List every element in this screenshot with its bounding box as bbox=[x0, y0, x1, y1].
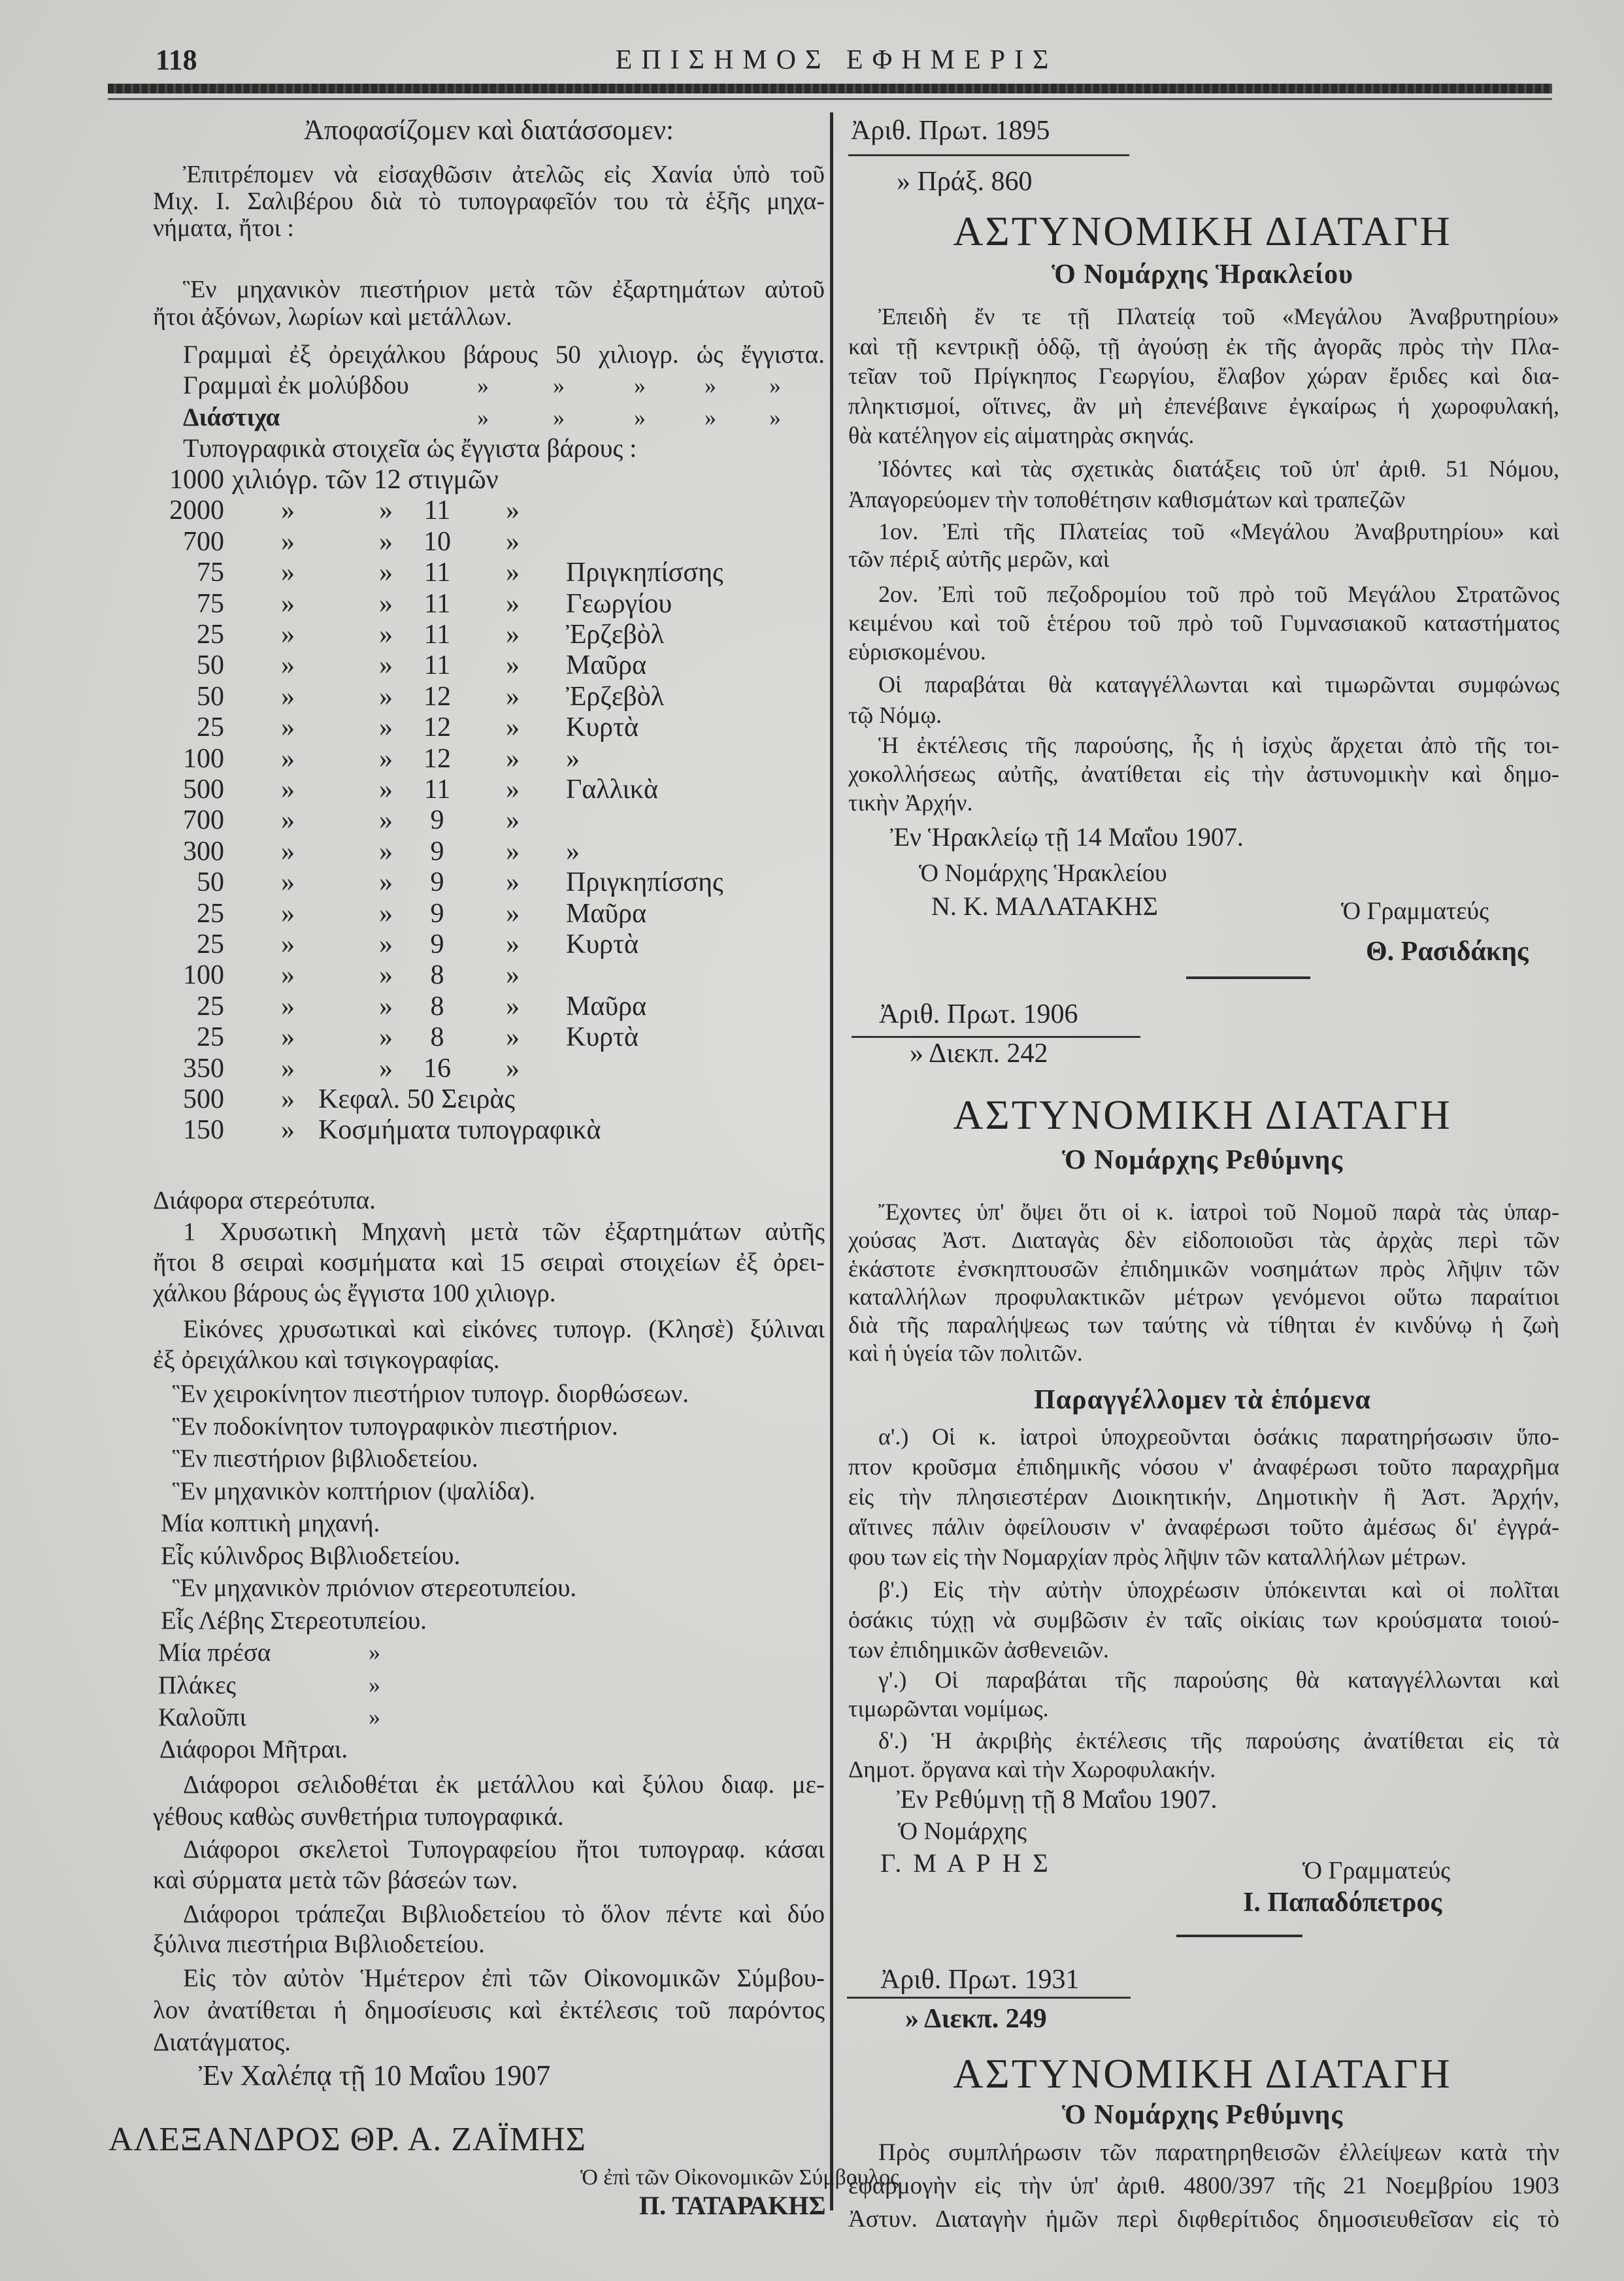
table-row bbox=[153, 1022, 825, 1053]
desc-cell: χιλιόγρ. τῶν 12 στιγμῶν bbox=[232, 465, 499, 495]
ditto-mark: » bbox=[379, 743, 393, 774]
ditto-mark: » bbox=[281, 805, 295, 836]
text-line: τῷ Νόμῳ. bbox=[848, 702, 942, 728]
order-issuer: Ὁ Νομάρχης Ρεθύμνης bbox=[1061, 1145, 1344, 1175]
size-cell: 10 bbox=[423, 526, 451, 557]
section-separator bbox=[1186, 976, 1310, 979]
typeface-cell: Μαῦρα bbox=[566, 898, 647, 929]
text-line: κειμένου καὶ τοῦ ἑτέρου τοῦ πρὸ τοῦ Γυμνασιακοῦ καταστήματος bbox=[848, 610, 1559, 636]
table-row bbox=[153, 712, 825, 743]
paragraph bbox=[848, 518, 1559, 573]
prefect-title: Ὁ Νομάρχης bbox=[898, 1818, 1027, 1845]
dispatch-number: » Διεκπ. 242 bbox=[910, 1039, 1048, 1069]
table-row bbox=[153, 991, 825, 1022]
ditto-mark: » bbox=[704, 405, 716, 431]
list-item: Ἓν πιεστήριον βιβλιοδετείου. bbox=[173, 1444, 478, 1473]
stereotypes-line: Διάφορα στερεότυπα. bbox=[153, 1186, 376, 1214]
text-line: α'.) Οἱ κ. ἰατροὶ ὑποχρεοῦνται ὁσάκις παρατηρήσωσιν ὕπο- bbox=[878, 1424, 1559, 1450]
typeface-cell: Πριγκηπίσσης bbox=[566, 558, 723, 588]
ditto-mark: » bbox=[506, 836, 520, 867]
qty-cell: 25 bbox=[197, 898, 224, 929]
text-line: δ'.) Ἡ ἀκριβὴς ἐκτέλεσις τῆς παρούσης ἀνατίθεται εἰς τὰ bbox=[878, 1727, 1559, 1754]
ditto-mark: » bbox=[281, 681, 295, 712]
protocol-number: Ἀριθ. Πρωτ. 1895 bbox=[851, 116, 1050, 146]
typeface-cell: Πριγκηπίσσης bbox=[566, 867, 723, 898]
table-row bbox=[153, 558, 825, 588]
text-line: καὶ ἡ ὑγεία τῶν πολιτῶν. bbox=[848, 1340, 1083, 1367]
text-line: ἐφαρμογὴν εἰς τὴν ὑπ' ἀριθ. 4800/397 τῆς 21 Νοεμβρίου 1903 bbox=[848, 2173, 1559, 2199]
prefect-name: Ν. Κ. ΜΑΛΑΤΑΚΗΣ bbox=[931, 891, 1158, 921]
ditto-mark: » bbox=[281, 867, 295, 898]
text-line: Δημοτ. ὄργανα καὶ τὴν Χωροφυλακήν. bbox=[848, 1756, 1216, 1782]
typeface-cell: Μαῦρα bbox=[566, 991, 647, 1022]
ditto-mark: » bbox=[379, 526, 393, 557]
item-label: Καλοῦπι bbox=[158, 1703, 247, 1731]
table-row bbox=[153, 650, 825, 681]
ditto-mark: » bbox=[379, 836, 393, 867]
qty-cell: 700 bbox=[183, 805, 224, 836]
ditto-mark: » bbox=[506, 712, 520, 743]
secretary-name: Ι. Παπαδόπετρος bbox=[1243, 1888, 1442, 1918]
ditto-mark: » bbox=[506, 620, 520, 650]
ditto-mark: » bbox=[379, 1053, 393, 1084]
ditto-mark: » bbox=[281, 712, 295, 743]
size-cell: 16 bbox=[423, 1053, 451, 1084]
text-line: εὑρισκομένου. bbox=[848, 639, 986, 665]
ditto-mark: » bbox=[379, 898, 393, 929]
ditto-mark: » bbox=[553, 405, 565, 431]
ditto-mark: » bbox=[281, 588, 295, 619]
ditto-mark: » bbox=[281, 991, 295, 1022]
qty-cell: 50 bbox=[197, 867, 224, 898]
counsel-title: Ὁ ἐπὶ τῶν Οἰκονομικῶν Σύμβουλος bbox=[580, 2165, 899, 2189]
ditto-mark: » bbox=[281, 620, 295, 650]
paragraph bbox=[153, 1769, 825, 1833]
text-line: τεῖαν τοῦ Πρίγκηπος Γεωργίου, ἔλαβον χώραν ἔριδες καὶ δια- bbox=[848, 363, 1559, 389]
size-cell: 12 bbox=[423, 743, 451, 774]
table-row bbox=[153, 1054, 825, 1084]
paragraph bbox=[153, 1962, 825, 2058]
text-line: Ἡ ἐκτέλεσις τῆς παρούσης, ἧς ἡ ἰσχὺς ἄρχεται ἀπὸ τῆς τοι- bbox=[878, 732, 1559, 758]
ditto-mark: » bbox=[369, 1639, 380, 1665]
ditto-mark: » bbox=[379, 588, 393, 619]
typeface-cell: » bbox=[566, 743, 580, 774]
ditto-mark: » bbox=[281, 898, 295, 929]
ditto-mark: » bbox=[553, 373, 565, 399]
ditto-mark: » bbox=[769, 405, 781, 431]
text-line: τῶν πέριξ αὐτῆς μερῶν, καὶ bbox=[848, 546, 1110, 572]
table-row bbox=[153, 805, 825, 836]
masthead: ΕΠΙΣΗΜΟΣ ΕΦΗΜΕΡΙΣ bbox=[615, 45, 1058, 75]
ditto-mark: » bbox=[506, 650, 520, 681]
protocol-number: Ἀριθ. Πρωτ. 1931 bbox=[880, 1965, 1080, 1995]
ditto-mark: » bbox=[281, 558, 295, 588]
qty-cell: 2000 bbox=[169, 495, 224, 526]
qty-cell: 300 bbox=[183, 836, 224, 867]
text-line: Μιχ. Ι. Σαλιβέρου διὰ τὸ τυπογραφεῖόν του τὰ ἑξῆς μηχα- bbox=[153, 188, 825, 215]
size-cell: 8 bbox=[430, 991, 444, 1022]
text-line: χάλκου βάρους ὡς ἔγγιστα 100 χιλιογρ. bbox=[153, 1279, 556, 1307]
typeface-cell: Ἐρζεβὸλ bbox=[566, 681, 665, 712]
text-line: καταλλήλων προφυλακτικῶν μέτρων γενόμενοι οὕτω παραίτιοι bbox=[848, 1283, 1559, 1310]
table-row bbox=[153, 620, 825, 650]
ditto-mark: » bbox=[379, 712, 393, 743]
qty-cell: 50 bbox=[197, 681, 224, 712]
text-line: ὁσάκις τύχῃ νὰ συμβῶσιν ἐν ταῖς οἰκίαις των κρούσματα τοιού- bbox=[848, 1607, 1559, 1633]
text-line: λον ἀνατίθεται ἡ δημοσίευσις καὶ ἐκτέλεσις τοῦ παρόντος bbox=[153, 1996, 825, 2024]
item-label: Πλάκες bbox=[158, 1671, 236, 1699]
size-cell: 9 bbox=[430, 805, 444, 836]
text-line: ξύλινα πιεστήρια Βιβλιοδετείου. bbox=[153, 1930, 485, 1958]
item-label: Μία πρέσα bbox=[158, 1639, 271, 1667]
ditto-mark: » bbox=[379, 620, 393, 650]
text-line: Ἀπαγορεύομεν τὴν τοποθέτησιν καθισμάτων καὶ τραπεζῶν bbox=[848, 486, 1406, 512]
qty-cell: 1000 bbox=[169, 465, 224, 495]
size-cell: 8 bbox=[430, 1022, 444, 1053]
item-label: Διάστιχα bbox=[183, 403, 280, 431]
text-line: ἤτοι 8 σειραὶ κοσμήματα καὶ 15 σειραὶ στοιχείων ἐξ ὀρει- bbox=[153, 1248, 825, 1276]
qty-cell: 75 bbox=[197, 588, 224, 619]
qty-cell: 100 bbox=[183, 743, 224, 774]
table-row bbox=[153, 527, 825, 558]
qty-cell: 75 bbox=[197, 558, 224, 588]
prefect-title: Ὁ Νομάρχης Ἡρακλείου bbox=[919, 859, 1167, 887]
table-row bbox=[153, 867, 825, 898]
ditto-mark: » bbox=[379, 805, 393, 836]
text-line: 1 Χρυσωτικὴ Μηχανὴ μετὰ τῶν ἐξαρτημάτων αὐτῆς bbox=[183, 1218, 825, 1246]
desc-cell: Κοσμήματα τυπογραφικὰ bbox=[318, 1115, 601, 1146]
typeface-cell: Γαλλικὰ bbox=[566, 774, 658, 805]
paragraph bbox=[153, 276, 825, 331]
ditto-mark: » bbox=[281, 929, 295, 959]
text-line: νήματα, ἤτοι : bbox=[153, 214, 294, 242]
ditto-mark: » bbox=[369, 1671, 380, 1698]
text-line: καὶ σύρματα μετὰ τῶν βάσεών των. bbox=[153, 1866, 518, 1894]
list-item: Μία κοπτικὴ μηχανή. bbox=[161, 1509, 380, 1537]
action-number: » Πράξ. 860 bbox=[897, 167, 1033, 197]
text-line: Ἐπιτρέπομεν νὰ εἰσαχθῶσιν ἀτελῶς εἰς Χανία ὑπὸ τοῦ bbox=[183, 161, 825, 188]
item-label: Γραμμαὶ ἐκ μολύβδου bbox=[183, 371, 409, 399]
text-line: γ'.) Οἱ παραβάται τῆς παρούσης θὰ καταγγέλλωνται καὶ bbox=[878, 1667, 1559, 1693]
order-date: Ἐν Ἡρακλείῳ τῇ 14 Μαΐου 1907. bbox=[890, 822, 1244, 852]
orders-heading: Παραγγέλλομεν τὰ ἑπόμενα bbox=[1034, 1385, 1371, 1415]
size-cell: 11 bbox=[423, 558, 451, 588]
clause-c bbox=[848, 1665, 1559, 1723]
text-line: ἑκάστοτε ἐνσκηπτουσῶν ἐπιδημικῶν νοσημάτων πρὸς λῆψιν τῶν bbox=[848, 1255, 1559, 1282]
size-cell: 11 bbox=[423, 495, 451, 526]
size-cell: 9 bbox=[430, 836, 444, 867]
text-line: πτον κροῦσμα ἐπιδημικῆς νόσου ν' ἀναφέρωσι τοῦτο παραχρῆμα bbox=[848, 1454, 1559, 1480]
ditto-items bbox=[153, 1637, 825, 1734]
typeface-cell: Κυρτὰ bbox=[566, 1022, 638, 1053]
secretary-name: Θ. Ρασιδάκης bbox=[1366, 937, 1529, 967]
item-lead-lines bbox=[153, 371, 825, 401]
table-row bbox=[153, 1084, 825, 1115]
table-row bbox=[153, 682, 825, 712]
header-rule bbox=[108, 84, 1552, 93]
section-separator bbox=[1176, 1935, 1302, 1937]
ditto-mark: » bbox=[379, 867, 393, 898]
header-rule-thin bbox=[108, 98, 1552, 100]
ditto-mark: » bbox=[369, 1704, 380, 1730]
text-line: Διάφοροι σελιδοθέται ἐκ μετάλλου καὶ ξύλου διαφ. με- bbox=[183, 1771, 825, 1799]
qty-cell: 25 bbox=[197, 929, 224, 959]
text-line: 1ον. Ἐπὶ τῆς Πλατείας τοῦ «Μεγάλου Ἀναβρυτηρίου» καὶ bbox=[878, 518, 1559, 544]
paragraph bbox=[848, 2136, 1559, 2236]
text-line: ἐξ ὀρειχάλκου καὶ τσιγκογραφίας. bbox=[153, 1346, 500, 1374]
paragraph bbox=[848, 669, 1559, 731]
qty-cell: 25 bbox=[197, 712, 224, 743]
paragraph bbox=[848, 1198, 1559, 1368]
signer-name: ΑΛΕΞΑΝΔΡΟΣ ΘΡ. Α. ΖΑΪΜΗΣ bbox=[108, 2121, 586, 2158]
qty-cell: 350 bbox=[183, 1053, 224, 1084]
protocol-underline bbox=[848, 154, 1129, 156]
secretary-title: Ὁ Γραμματεύς bbox=[1341, 897, 1489, 925]
qty-cell: 500 bbox=[183, 1084, 224, 1114]
text-line: Διατάγματος. bbox=[153, 2028, 291, 2056]
ditto-mark: » bbox=[506, 991, 520, 1022]
order-issuer: Ὁ Νομάρχης Ἡρακλείου bbox=[1052, 259, 1353, 290]
text-line: Ἐπειδὴ ἔν τε τῇ Πλατείᾳ τοῦ «Μεγάλου Ἀναβρυτηρίου» bbox=[878, 303, 1559, 329]
item-brass-lines bbox=[153, 340, 825, 370]
text-line: τικὴν Ἀρχήν. bbox=[848, 790, 973, 816]
size-cell: 11 bbox=[423, 774, 451, 805]
text-line: καὶ τῇ κεντρικῇ ὁδῷ, τῇ ἀγούσῃ ἐκ τῆς ἀγορᾶς πρὸς τὴν Πλα- bbox=[848, 333, 1559, 359]
list-item: Ἓν μηχανικὸν πριόνιον στερεοτυπείου. bbox=[173, 1574, 577, 1602]
ditto-mark: » bbox=[634, 405, 646, 431]
order-title: ΑΣΤΥΝΟΜΙΚΗ ΔΙΑΤΑΓΗ bbox=[953, 208, 1452, 254]
decree-heading: Ἀποφασίζομεν καὶ διατάσσομεν: bbox=[303, 115, 674, 146]
typeface-cell: Μαῦρα bbox=[566, 650, 647, 681]
ditto-mark: » bbox=[506, 774, 520, 805]
desc-cell: Κεφαλ. 50 Σειρὰς bbox=[318, 1084, 516, 1114]
size-cell: 11 bbox=[423, 650, 451, 681]
paragraph bbox=[848, 302, 1559, 451]
text-line: χούσας Ἀστ. Διαταγὰς δὲν εἰδοποιοῦσι τὰς ἀρχὰς περὶ τῶν bbox=[848, 1227, 1559, 1254]
ditto-mark: » bbox=[379, 495, 393, 526]
order-title: ΑΣΤΥΝΟΜΙΚΗ ΔΙΑΤΑΓΗ bbox=[953, 1091, 1452, 1138]
protocol-underline bbox=[847, 1997, 1131, 1999]
text-line: Εἰς τὸν αὐτὸν Ἡμέτερον ἐπὶ τῶν Οἰκονομικῶν Σύμβου- bbox=[183, 1964, 825, 1992]
list-item bbox=[153, 1669, 825, 1702]
paragraph bbox=[153, 1834, 825, 1895]
ditto-mark: » bbox=[506, 1022, 520, 1053]
qty-cell: 50 bbox=[197, 650, 224, 681]
text-line: Ἀστυν. Διαταγὴν ἡμῶν περὶ διφθερίτιδος δημοσιευθεῖσαν εἰς τὸ bbox=[848, 2206, 1559, 2233]
ditto-mark: » bbox=[634, 373, 646, 399]
prefect-name: Γ. Μ Α Ρ Η Σ bbox=[880, 1848, 1051, 1878]
table-row bbox=[153, 837, 825, 867]
text-line: πληκτισμοί, οἵτινες, ἂν μὴ ἐπενέβαινε ἐγκαίρως ἡ χωροφυλακή, bbox=[848, 392, 1559, 419]
ditto-mark: » bbox=[281, 774, 295, 805]
text-line: Διάφοροι σκελετοὶ Τυπογραφείου ἤτοι τυπογραφ. κάσαι bbox=[183, 1835, 825, 1863]
ditto-mark: » bbox=[506, 1053, 520, 1084]
table-row bbox=[153, 744, 825, 774]
typeface-cell: » bbox=[566, 836, 580, 867]
table-row bbox=[153, 774, 825, 805]
ditto-mark: » bbox=[281, 836, 295, 867]
list-item bbox=[153, 1637, 825, 1669]
ditto-mark: » bbox=[506, 495, 520, 526]
qty-cell: 25 bbox=[197, 991, 224, 1022]
typeface-cell: Ἐρζεβὸλ bbox=[566, 620, 665, 650]
qty-cell: 150 bbox=[183, 1115, 224, 1146]
ditto-mark: » bbox=[379, 991, 393, 1022]
ditto-mark: » bbox=[281, 1084, 295, 1114]
ditto-mark: » bbox=[506, 588, 520, 619]
clause-a bbox=[848, 1422, 1559, 1572]
text-line: αἵτινες πάλιν ὀφείλουσιν ν' ἀναφέρωσι τοῦτο ἀμέσως δι' ἐγγρά- bbox=[848, 1514, 1559, 1540]
text-line: γέθους καθὼς συνθετήρια τυπογραφικά. bbox=[153, 1803, 564, 1831]
list-item: Ἓν χειροκίνητον πιεστήριον τυπογρ. διορθώσεων. bbox=[173, 1380, 689, 1408]
table-row bbox=[153, 465, 825, 495]
ditto-mark: » bbox=[379, 681, 393, 712]
ditto-mark: » bbox=[506, 526, 520, 557]
size-cell: 11 bbox=[423, 620, 451, 650]
counsel-name: Π. ΤΑΤΑΡΑΚΗΣ bbox=[639, 2191, 826, 2220]
size-cell: 9 bbox=[430, 929, 444, 959]
paragraph bbox=[153, 1899, 825, 1959]
text-line: Ἰδόντες καὶ τὰς σχετικὰς διατάξεις τοῦ ὑπ' ἀριθ. 51 Νόμου, bbox=[878, 456, 1559, 482]
size-cell: 12 bbox=[423, 712, 451, 743]
ditto-mark: » bbox=[281, 960, 295, 991]
ditto-mark: » bbox=[379, 558, 393, 588]
item-spacing bbox=[153, 403, 825, 433]
paragraph bbox=[153, 1314, 825, 1375]
list-item: Εἷς κύλινδρος Βιβλιοδετείου. bbox=[161, 1541, 461, 1570]
typeface-cell: Γεωργίου bbox=[566, 588, 672, 619]
equipment-list bbox=[153, 1378, 825, 1637]
qty-cell: 25 bbox=[197, 620, 224, 650]
ditto-mark: » bbox=[769, 373, 781, 399]
typeface-cell: Κυρτὰ bbox=[566, 712, 638, 743]
table-row bbox=[153, 929, 825, 960]
ditto-mark: » bbox=[506, 805, 520, 836]
page-number: 118 bbox=[156, 44, 197, 76]
qty-cell: 500 bbox=[183, 774, 224, 805]
order-title: ΑΣΤΥΝΟΜΙΚΗ ΔΙΑΤΑΓΗ bbox=[953, 2050, 1452, 2097]
size-cell: 12 bbox=[423, 681, 451, 712]
text-line: 2ον. Ἐπὶ τοῦ πεζοδρομίου τοῦ πρὸ τοῦ Μεγάλου Στρατῶνος bbox=[878, 581, 1559, 607]
text-line: ἤτοι ἀξόνων, λωρίων καὶ μετάλλων. bbox=[153, 303, 512, 331]
text-line: χοκολλήσεως αὐτῆς, ἀνατίθεται εἰς τὴν ἀστυνομικὴν καὶ δημο- bbox=[848, 761, 1559, 787]
ditto-mark: » bbox=[281, 1115, 295, 1146]
text-line: Ἓν μηχανικὸν πιεστήριον μετὰ τῶν ἐξαρτημάτων αὐτοῦ bbox=[183, 276, 825, 303]
list-item: Εἷς Λέβης Στερεοτυπείου. bbox=[161, 1606, 427, 1635]
decree-date: Ἐν Χαλέπᾳ τῇ 10 Μαΐου 1907 bbox=[199, 2059, 551, 2091]
dispatch-number: » Διεκπ. 249 bbox=[905, 2004, 1047, 2034]
ditto-mark: » bbox=[477, 405, 489, 431]
list-item bbox=[153, 1701, 825, 1734]
text-line: διὰ τῆς παραλήψεως των ταύτης νὰ τίθηται ἐν κινδύνῳ ἡ ζωὴ bbox=[848, 1312, 1559, 1339]
qty-cell: 700 bbox=[183, 526, 224, 557]
ditto-mark: » bbox=[704, 373, 716, 399]
ditto-mark: » bbox=[281, 1053, 295, 1084]
text-line: Οἱ παραβάται θὰ καταγγέλλωνται καὶ τιμωρῶνται συμφώνως bbox=[878, 671, 1559, 697]
paragraph bbox=[848, 580, 1559, 666]
clause-d bbox=[848, 1726, 1559, 1784]
ditto-mark: » bbox=[506, 558, 520, 588]
qty-cell: 25 bbox=[197, 1022, 224, 1053]
ditto-mark: » bbox=[506, 960, 520, 991]
ditto-mark: » bbox=[281, 650, 295, 681]
table-row bbox=[153, 1115, 825, 1146]
text-line: Ἔχοντες ὑπ' ὄψει ὅτι οἱ κ. ἰατροὶ τοῦ Νομοῦ παρὰ τὰς ὑπαρ- bbox=[878, 1199, 1559, 1225]
ditto-mark: » bbox=[379, 1022, 393, 1053]
list-item: Ἓν μηχανικὸν κοπτήριον (ψαλίδα). bbox=[173, 1476, 536, 1505]
text-line: των ἐπιδημικῶν ἀσθενειῶν. bbox=[848, 1637, 1109, 1663]
ditto-mark: » bbox=[379, 960, 393, 991]
column-divider bbox=[830, 112, 833, 2210]
secretary-title: Ὁ Γραμματεύς bbox=[1302, 1857, 1451, 1884]
ditto-mark: » bbox=[281, 1022, 295, 1053]
ditto-mark: » bbox=[379, 650, 393, 681]
table-row bbox=[153, 589, 825, 620]
text-line: θὰ κατέληγον εἰς αἱματηρὰς σκηνάς. bbox=[848, 422, 1195, 448]
table-row bbox=[153, 899, 825, 929]
order-issuer: Ὁ Νομάρχης Ρεθύμνης bbox=[1061, 2100, 1344, 2130]
text-line: Εἰκόνες χρυσωτικαὶ καὶ εἰκόνες τυπογρ. (Κλησὲ) ξύλιναι bbox=[183, 1315, 825, 1343]
ditto-mark: » bbox=[506, 681, 520, 712]
text-line: β'.) Εἰς τὴν αὐτὴν ὑποχρέωσιν ὑπόκεινται καὶ οἱ πολῖται bbox=[878, 1576, 1559, 1603]
text-line: Γραμμαὶ ἐξ ὀρειχάλκου βάρους 50 χιλιογρ. ὡς ἔγγιστα. bbox=[183, 341, 825, 369]
ditto-mark: » bbox=[281, 526, 295, 557]
text-line: Διάφοροι τράπεζαι Βιβλιοδετείου τὸ ὅλον πέντε καὶ δύο bbox=[183, 1900, 825, 1928]
ditto-mark: » bbox=[477, 373, 489, 399]
size-cell: 9 bbox=[430, 898, 444, 929]
text-line: τιμωρῶνται νομίμως. bbox=[848, 1695, 1049, 1722]
ditto-mark: » bbox=[281, 495, 295, 526]
paragraph bbox=[848, 484, 1559, 514]
paragraph bbox=[153, 1216, 825, 1308]
table-row bbox=[153, 960, 825, 991]
paragraph bbox=[153, 161, 825, 242]
ditto-mark: » bbox=[281, 743, 295, 774]
text-line: εἰς τὴν πλησιεστέραν Διοικητικήν, Δημοτικὴν ἢ Ἀστ. Ἀρχήν, bbox=[848, 1484, 1559, 1510]
list-item: Ἓν ποδοκίνητον τυπογραφικὸν πιεστήριον. bbox=[173, 1412, 618, 1440]
table-row bbox=[153, 495, 825, 526]
ditto-mark: » bbox=[506, 867, 520, 898]
text-line: φου των εἰς τὴν Νομαρχίαν πρὸς λῆψιν τῶν καταλλήλων μέτρων. bbox=[848, 1544, 1467, 1570]
ditto-mark: » bbox=[506, 929, 520, 959]
size-cell: 8 bbox=[430, 960, 444, 991]
size-cell: 11 bbox=[423, 588, 451, 619]
size-cell: 9 bbox=[430, 867, 444, 898]
ditto-mark: » bbox=[379, 929, 393, 959]
type-table bbox=[153, 465, 825, 1184]
typeface-cell: Κυρτὰ bbox=[566, 929, 638, 959]
ditto-mark: » bbox=[379, 774, 393, 805]
clause-b bbox=[848, 1574, 1559, 1665]
type-intro: Τυπογραφικὰ στοιχεῖα ὡς ἔγγιστα βάρους : bbox=[183, 433, 637, 463]
protocol-number: Ἀριθ. Πρωτ. 1906 bbox=[879, 999, 1078, 1029]
ditto-mark: » bbox=[506, 743, 520, 774]
text-line: Πρὸς συμπλήρωσιν τῶν παρατηρηθεισῶν ἐλλείψεων κατὰ τὴν bbox=[878, 2139, 1559, 2166]
matrices-line: Διάφοροι Μῆτραι. bbox=[159, 1735, 348, 1763]
order-date: Ἐν Ρεθύμνῃ τῇ 8 Μαΐου 1907. bbox=[897, 1784, 1218, 1814]
ditto-mark: » bbox=[506, 898, 520, 929]
qty-cell: 100 bbox=[183, 960, 224, 991]
paragraph bbox=[848, 731, 1559, 817]
paragraph bbox=[848, 454, 1559, 484]
